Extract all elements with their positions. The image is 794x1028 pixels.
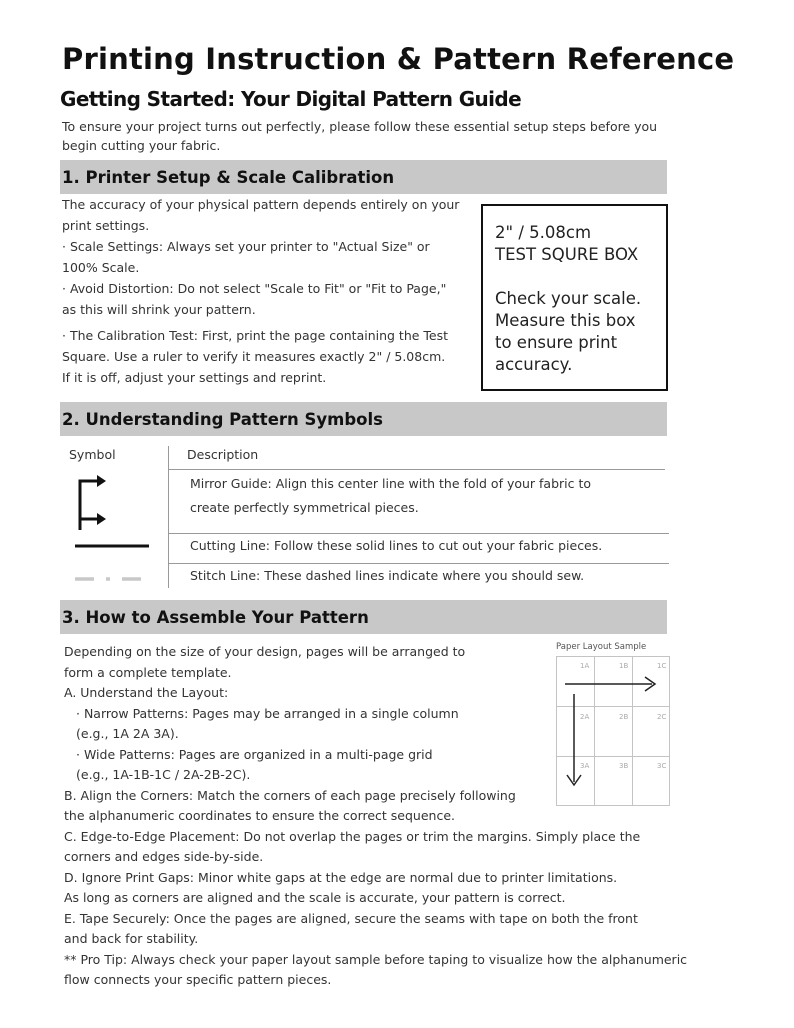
grid-cell-label: 3A: [580, 762, 590, 770]
section1-body: [62, 194, 459, 388]
section3-line: Depending on the size of your design, pages will be arranged to: [64, 644, 466, 659]
symbol-description: Mirror Guide: Align this center line with the fold of your fabric to: [190, 476, 592, 491]
intro-paragraph: [62, 117, 702, 155]
test-square-box: [481, 204, 668, 391]
section3-heading: 3. How to Assemble Your Pattern: [62, 608, 369, 627]
section1-heading: 1. Printer Setup & Scale Calibration: [62, 168, 395, 187]
section3-line: As long as corners are aligned and the scale is accurate, your pattern is correct.: [64, 890, 566, 905]
section3-line: (e.g., 1A-1B-1C / 2A-2B-2C).: [76, 767, 251, 782]
section1-line: If it is off, adjust your settings and reprint.: [62, 370, 327, 385]
grid-cell-label: 1A: [580, 662, 590, 670]
section3-line: · Wide Patterns: Pages are organized in a multi-page grid: [76, 746, 433, 762]
grid-cell-label: 2C: [657, 713, 667, 721]
section3-line: B. Align the Corners: Match the corners of each page precisely following: [64, 787, 516, 803]
section3-line: D. Ignore Print Gaps: Minor white gaps at the edge are normal due to printer limitations.: [64, 869, 618, 885]
grid-cell-label: 2B: [619, 713, 629, 721]
testbox-instruction: accuracy.: [495, 355, 573, 374]
section1-line: print settings.: [62, 218, 150, 233]
section3-line: C. Edge-to-Edge Placement: Do not overlap the pages or trim the margins. Simply place the: [64, 828, 641, 844]
symbol-table-divider: [168, 446, 169, 588]
section3-body: [64, 642, 687, 991]
grid-cell-label: 1B: [619, 662, 629, 670]
page-subtitle: Getting Started: Your Digital Pattern Guide: [60, 87, 522, 111]
stitch-line-icon: [72, 575, 144, 583]
section1-line: as this will shrink your pattern.: [62, 302, 256, 317]
section1-line: · The Calibration Test: First, print the page containing the Test: [62, 328, 449, 343]
section2-heading: 2. Understanding Pattern Symbols: [62, 410, 383, 429]
symbol-row-mirror: [190, 472, 591, 520]
section3-line: and back for stability.: [64, 931, 199, 946]
symbol-description: create perfectly symmetrical pieces.: [190, 500, 419, 515]
section3-line: the alphanumeric coordinates to ensure the correct sequence.: [64, 808, 455, 823]
grid-cell-label: 1C: [657, 662, 667, 670]
testbox-instruction: to ensure print: [495, 333, 618, 352]
testbox-size: 2" / 5.08cm: [495, 223, 592, 242]
section3-line: (e.g., 1A 2A 3A).: [76, 726, 179, 741]
intro-line: To ensure your project turns out perfectly, please follow these essential setup steps before you: [62, 119, 658, 134]
section3-line: E. Tape Securely: Once the pages are aligned, secure the seams with tape on both the front: [64, 910, 638, 926]
symbol-column-header: Symbol: [69, 447, 116, 462]
section3-line: A. Understand the Layout:: [64, 685, 229, 700]
section3-line: · Narrow Patterns: Pages may be arranged in a single column: [76, 705, 459, 721]
symbol-row-cutting: Cutting Line: Follow these solid lines to cut out your fabric pieces.: [190, 538, 603, 553]
intro-line: begin cutting your fabric.: [62, 138, 221, 153]
grid-cell-label: 3C: [657, 762, 667, 770]
mirror-guide-icon: [70, 470, 110, 532]
section3-line: flow connects your specific pattern pieces.: [64, 972, 332, 987]
testbox-label: TEST SQURE BOX: [495, 245, 639, 264]
paper-layout-sample-label: Paper Layout Sample: [556, 642, 647, 652]
symbol-row-stitch: Stitch Line: These dashed lines indicate where you should sew.: [190, 568, 585, 583]
testbox-instruction: Check your scale.: [495, 289, 642, 308]
section3-line: form a complete template.: [64, 664, 232, 680]
section1-line: The accuracy of your physical pattern depends entirely on your: [62, 197, 460, 212]
description-column-header: Description: [187, 447, 259, 462]
cutting-line-icon: [72, 542, 152, 550]
section1-line: · Avoid Distortion: Do not select "Scale to Fit" or "Fit to Page,": [62, 281, 447, 296]
section1-line: 100% Scale.: [62, 260, 140, 275]
section1-line: · Scale Settings: Always set your printer to "Actual Size" or: [62, 239, 430, 254]
table-rule: [169, 533, 669, 534]
table-rule: [169, 469, 665, 470]
grid-cell-label: 3B: [619, 762, 629, 770]
table-rule: [169, 563, 669, 564]
section1-line: Square. Use a ruler to verify it measures exactly 2" / 5.08cm.: [62, 349, 446, 364]
grid-cell-label: 2A: [580, 713, 590, 721]
section3-line: corners and edges side-by-side.: [64, 849, 264, 864]
testbox-instruction: Measure this box: [495, 311, 636, 330]
page-title: Printing Instruction & Pattern Reference: [62, 42, 735, 76]
section3-line: ** Pro Tip: Always check your paper layout sample before taping to visualize how the alphanumeric: [64, 951, 688, 967]
